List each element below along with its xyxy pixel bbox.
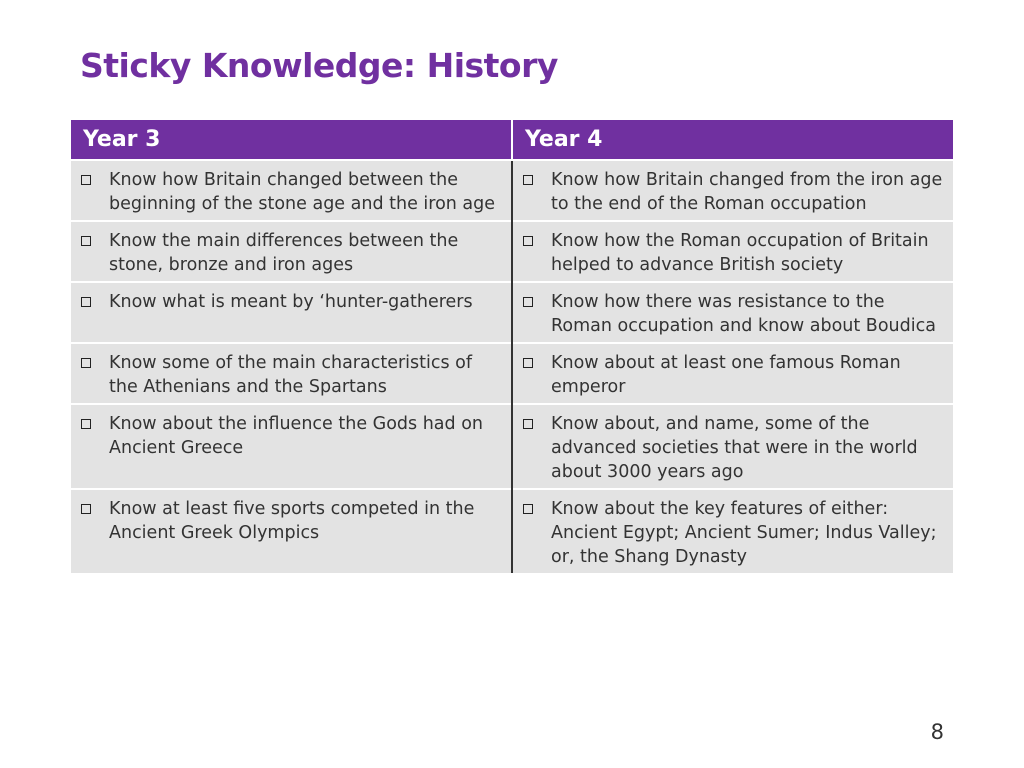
table-row <box>71 282 953 343</box>
year-3-cell <box>71 343 512 404</box>
year-4-cell <box>512 282 953 343</box>
page-number: 8 <box>930 720 944 744</box>
checkbox-icon <box>81 419 91 429</box>
year-4-cell <box>512 221 953 282</box>
year-3-cell <box>71 221 512 282</box>
year-3-cell <box>71 160 512 221</box>
checkbox-icon <box>81 504 91 514</box>
year-3-item: Know about the influence the Gods had on Ancient Greece <box>109 414 483 458</box>
slide-title: Sticky Knowledge: History <box>80 46 558 85</box>
header-year-4: Year 4 <box>512 120 953 160</box>
checkbox-icon <box>81 175 91 185</box>
year-4-item: Know how there was resistance to the Roman occupation and know about Boudica <box>551 292 936 336</box>
header-year-3: Year 3 <box>71 120 512 160</box>
table-row <box>71 489 953 573</box>
table-row <box>71 343 953 404</box>
year-3-item: Know some of the main characteristics of the Athenians and the Spartans <box>109 353 473 397</box>
year-3-item: Know how Britain changed between the beginning of the stone age and the iron age <box>109 170 496 214</box>
checkbox-icon <box>523 297 533 307</box>
year-3-item: Know at least five sports competed in the Ancient Greek Olympics <box>109 499 475 543</box>
checkbox-icon <box>523 358 533 368</box>
checkbox-icon <box>81 236 91 246</box>
table-row <box>71 404 953 489</box>
year-4-cell <box>512 160 953 221</box>
year-4-item: Know about, and name, some of the advanced societies that were in the world about 3000 years ago <box>551 414 918 482</box>
year-4-item: Know how the Roman occupation of Britain helped to advance British society <box>551 231 929 275</box>
year-4-cell <box>512 343 953 404</box>
checkbox-icon <box>81 358 91 368</box>
year-3-cell <box>71 489 512 573</box>
year-3-cell <box>71 404 512 489</box>
table-row <box>71 221 953 282</box>
checkbox-icon <box>523 236 533 246</box>
table-header-row <box>71 120 953 160</box>
year-4-item: Know about at least one famous Roman emperor <box>551 353 901 397</box>
year-4-item: Know how Britain changed from the iron age to the end of the Roman occupation <box>551 170 943 214</box>
year-4-cell <box>512 489 953 573</box>
table-row <box>71 160 953 221</box>
year-4-cell <box>512 404 953 489</box>
checkbox-icon <box>523 175 533 185</box>
year-3-item: Know the main differences between the stone, bronze and iron ages <box>109 231 459 275</box>
checkbox-icon <box>523 504 533 514</box>
knowledge-table <box>71 120 953 573</box>
year-4-item: Know about the key features of either: Ancient Egypt; Ancient Sumer; Indus Valley; or, the Shang Dynasty <box>551 499 937 567</box>
checkbox-icon <box>523 419 533 429</box>
year-3-cell <box>71 282 512 343</box>
year-3-item: Know what is meant by ‘hunter-gatherers <box>109 292 473 312</box>
checkbox-icon <box>81 297 91 307</box>
